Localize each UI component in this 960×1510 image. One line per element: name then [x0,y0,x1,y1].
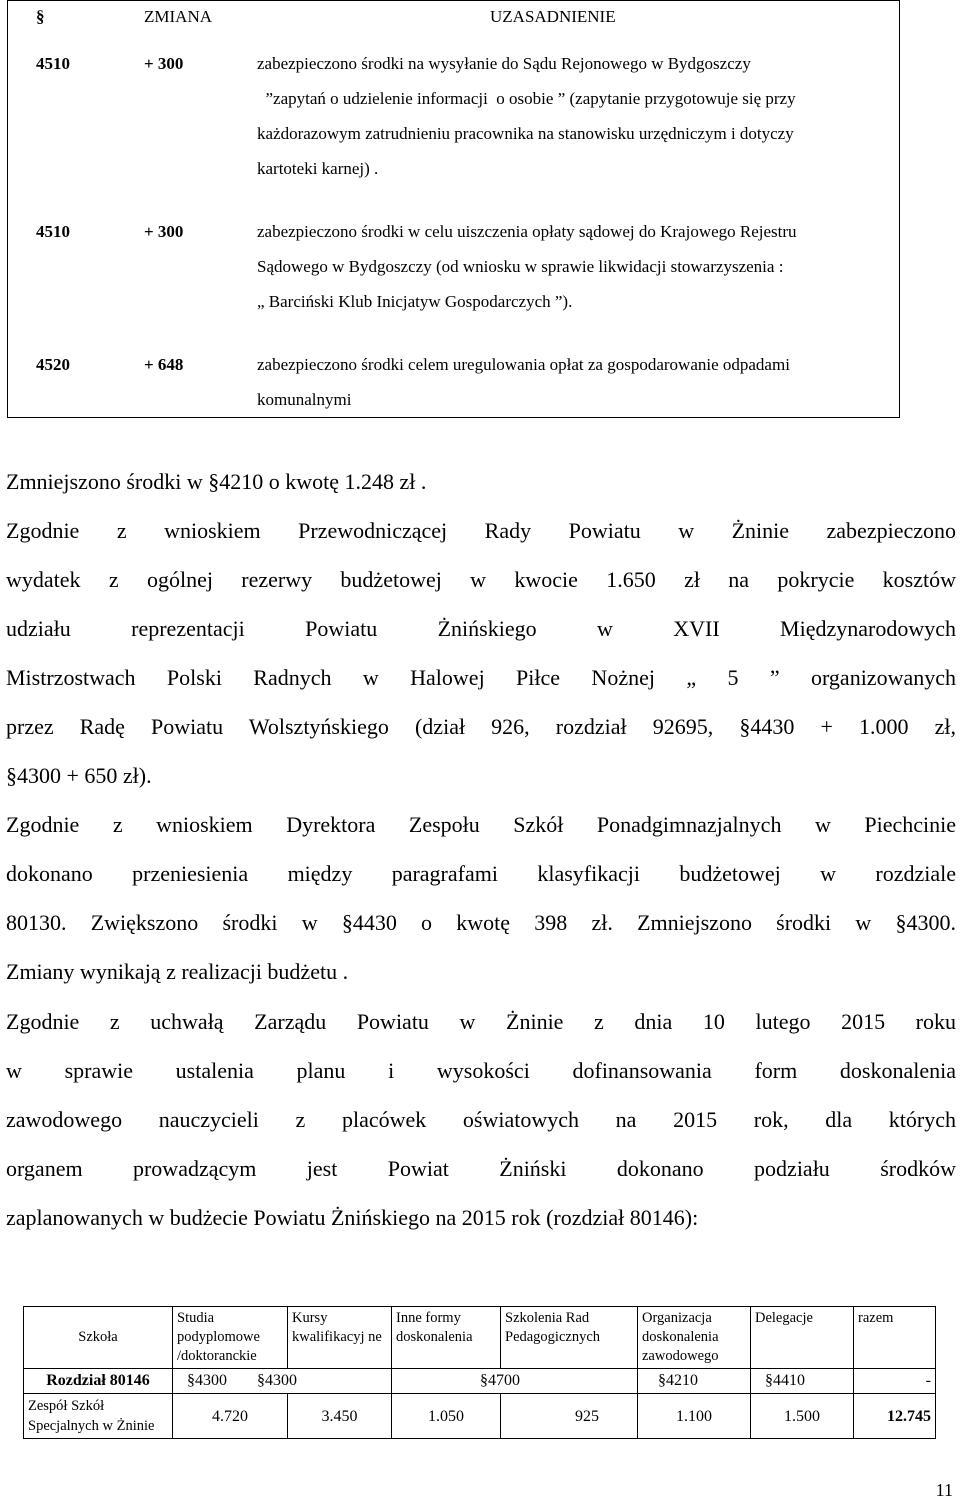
section-cell: - [854,1369,936,1394]
section-cell: §4300 §4300 [173,1369,392,1394]
value-cell: 1.100 [638,1394,751,1439]
header-cell: Kursy kwalifikacyj ne [288,1307,392,1369]
header-cell: Inne formy doskonalenia [392,1307,501,1369]
changes-table-header [8,1,900,37]
row-amount: + 300 [144,222,184,241]
row-paragraph: 4510 [36,222,70,241]
header-cell: Organizacja doskonalenia zawodowego [638,1307,751,1369]
header-cell: Szkolenia Rad Pedagogicznych [501,1307,638,1369]
row-reason: zabezpieczono środki na wysyłanie do Sądu Rejonowego w Bydgoszczy ”zapytań o udzielenie informacji o osobie ” (zapytanie przygotowuje się przy każdorazowym zatrudnieniu pracownika na stanowisku urzędniczym i dotyczy kartoteki karnej) . [257,54,796,178]
section-row [24,1369,936,1394]
paragraph-header: § [36,7,45,26]
row-amount: + 300 [144,54,184,73]
row-paragraph: 4520 [36,355,70,374]
reserve-paragraph: Zgodnie z wnioskiem Przewodniczącej Rady Powiatu w Żninie zabezpieczono wydatek z ogólnej rezerwy budżetowej w kwocie 1.650 zł na pokrycie kosztów udziału reprezentacji Powiatu Żnińskiego w XVII Międzynarodowych Mistrzostwach Polski Radnych w Halowej Piłce Nożnej „ 5 ” organizowanych przez Radę Powiatu Wolsztyńskiego (dział 926, rozdział 92695, §4430 + 1.000 zł, §4300 + 650 zł). [6,518,956,788]
header-cell: razem [854,1307,936,1369]
table-row [24,1394,936,1439]
row-amount: + 648 [144,355,184,374]
section-cell: §4700 [392,1369,638,1394]
page-number: 11 [935,1480,953,1500]
changes-table [7,0,900,418]
row-paragraph: 4510 [36,54,70,73]
section-cell: §4410 [751,1369,854,1394]
value-cell: 925 [501,1394,638,1439]
changes-table-row [8,46,900,186]
school-name: Zespół Szkół Specjalnych w Żninie [24,1394,173,1439]
value-cell: 4.720 [173,1394,288,1439]
header-cell: Studia podyplomowe /doktoranckie [173,1307,288,1369]
table-header-row [24,1307,936,1369]
changes-table-row [8,347,900,418]
change-header: ZMIANA [144,7,212,26]
section-label: Rozdział 80146 [24,1369,173,1394]
reason-header: UZASADNIENIE [490,7,616,26]
header-cell: Delegacje [751,1307,854,1369]
row-reason: zabezpieczono środki celem uregulowania opłat za gospodarowanie odpadami komunalnymi [257,355,790,409]
reduction-note: Zmniejszono środki w §4210 o kwotę 1.248 zł . [6,469,427,494]
resolution-paragraph: Zgodnie z uchwałą Zarządu Powiatu w Żninie z dnia 10 lutego 2015 roku w sprawie ustalenia planu i wysokości dofinansowania form doskonalenia zawodowego nauczycieli z placówek oświatowych na 2015 rok, dla których organem prowadzącym jest Powiat Żniński dokonano podziału środków zaplanowanych w budżecie Powiatu Żnińskiego na 2015 rok (rozdział 80146): [6,1009,956,1230]
header-cell: Szkoła [24,1307,173,1369]
row-reason: zabezpieczono środki w celu uiszczenia opłaty sądowej do Krajowego Rejestru Sądowego w Bydgoszczy (od wniosku w sprawie likwidacji stowarzyszenia : „ Barciński Klub Inicjatyw Gospodarczych ”). [257,222,797,311]
total-cell: 12.745 [854,1394,936,1439]
training-funds-table [23,1306,936,1439]
value-cell: 3.450 [288,1394,392,1439]
section-cell: §4210 [638,1369,751,1394]
school-transfer-paragraph: Zgodnie z wnioskiem Dyrektora Zespołu Szkół Ponadgimnazjalnych w Piechcinie dokonano przeniesienia między paragrafami klasyfikacji budżetowej w rozdziale 80130. Zwiększono środki w §4430 o kwotę 398 zł. Zmniejszono środki w §4300. Zmiany wynikają z realizacji budżetu . [6,812,956,984]
value-cell: 1.050 [392,1394,501,1439]
changes-table-row [8,214,900,319]
value-cell: 1.500 [751,1394,854,1439]
